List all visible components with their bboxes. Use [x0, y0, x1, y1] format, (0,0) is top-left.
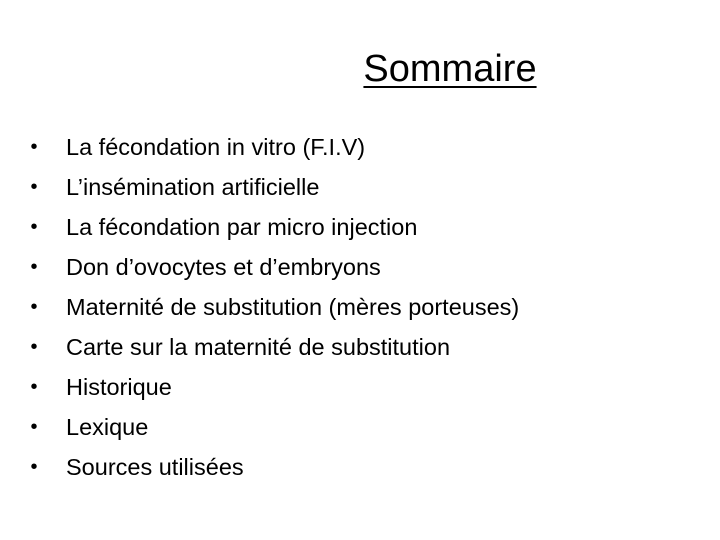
bullet-icon: • [30, 216, 38, 238]
list-item-text: Sources utilisées [66, 454, 244, 480]
list-item-text: Carte sur la maternité de substitution [66, 334, 451, 360]
bullet-icon: • [30, 456, 38, 478]
bullet-icon: • [30, 176, 38, 198]
bullet-icon: • [30, 296, 38, 318]
list-item [0, 407, 700, 447]
list-item-text: Historique [66, 374, 172, 400]
list-item [0, 367, 700, 407]
bullet-icon: • [30, 416, 38, 438]
bullet-icon: • [30, 376, 38, 398]
list-item [0, 207, 700, 247]
list-item-text: La fécondation par micro injection [66, 214, 418, 240]
list-item [0, 287, 700, 327]
list-item [0, 167, 700, 207]
list-item-text: L’insémination artificielle [66, 174, 320, 200]
bullet-icon: • [30, 336, 38, 358]
list-item [0, 447, 700, 487]
list-item-text: Lexique [66, 414, 149, 440]
list-item [0, 327, 700, 367]
bullet-icon: • [30, 136, 38, 158]
list-item-text: La fécondation in vitro (F.I.V) [66, 134, 366, 160]
slide-title-text: Sommaire [363, 48, 537, 90]
contents-list [0, 127, 700, 487]
bullet-icon: • [30, 256, 38, 278]
list-item [0, 247, 700, 287]
slide-title [0, 44, 720, 94]
list-item [0, 127, 700, 167]
list-item-text: Maternité de substitution (mères porteuses) [66, 294, 520, 320]
list-item-text: Don d’ovocytes et d’embryons [66, 254, 381, 280]
